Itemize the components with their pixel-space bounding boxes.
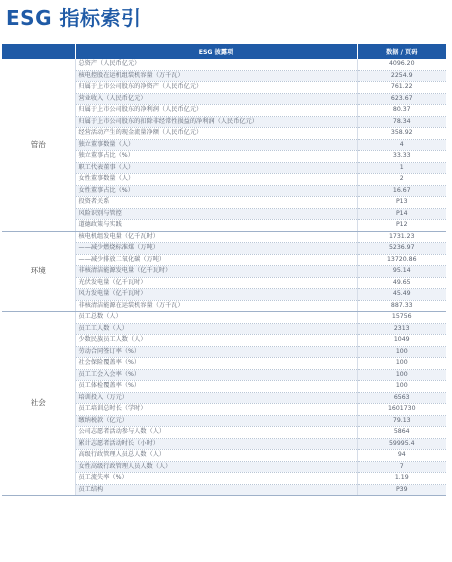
value-cell: 79.13 — [357, 415, 446, 427]
disclosure-item-cell: 缴纳税款（亿元） — [75, 415, 357, 427]
disclosure-item-cell: 女性董事占比（%） — [75, 185, 357, 197]
value-cell: 2 — [357, 174, 446, 186]
value-cell: 887.33 — [357, 300, 446, 312]
disclosure-item-cell: 独立董事数量（人） — [75, 139, 357, 151]
value-cell: 100 — [357, 346, 446, 358]
value-cell: 59995.4 — [357, 438, 446, 450]
esg-index-table — [2, 44, 446, 496]
value-cell: 623.67 — [357, 93, 446, 105]
disclosure-item-cell: ——减少排放二氧化碳（万吨） — [75, 254, 357, 266]
disclosure-item-cell: 投资者关系 — [75, 197, 357, 209]
value-cell: 358.92 — [357, 128, 446, 140]
disclosure-item-cell: ——减少燃烧标准煤（万吨） — [75, 243, 357, 255]
disclosure-item-cell: 女性董事数量（人） — [75, 174, 357, 186]
value-cell: 5236.97 — [357, 243, 446, 255]
value-cell: 16.67 — [357, 185, 446, 197]
value-cell: 13720.86 — [357, 254, 446, 266]
value-cell: 761.22 — [357, 82, 446, 94]
disclosure-item-cell: 归属于上市公司股东的净利润（人民币亿元） — [75, 105, 357, 117]
disclosure-item-cell: 员工流失率（%） — [75, 473, 357, 485]
disclosure-item-cell: 员工结构 — [75, 484, 357, 496]
value-cell: 6563 — [357, 392, 446, 404]
value-cell: 94 — [357, 450, 446, 462]
disclosure-item-cell: 员工体检覆盖率（%） — [75, 381, 357, 393]
disclosure-item-cell: 员工工人数（人） — [75, 323, 357, 335]
page-title: ESG 指标索引 — [6, 6, 142, 30]
value-cell: 95.14 — [357, 266, 446, 278]
value-cell: P39 — [357, 484, 446, 496]
value-cell: 15756 — [357, 312, 446, 324]
table-row — [2, 312, 446, 324]
header-category — [2, 44, 75, 59]
value-cell: 33.33 — [357, 151, 446, 163]
disclosure-item-cell: 公司志愿者活动参与人数（人） — [75, 427, 357, 439]
value-cell: P13 — [357, 197, 446, 209]
value-cell: 100 — [357, 369, 446, 381]
disclosure-item-cell: 非核清洁能源发电量（亿千瓦时） — [75, 266, 357, 278]
disclosure-item-cell: 归属于上市公司股东的净资产（人民币亿元） — [75, 82, 357, 94]
table-body — [2, 59, 446, 496]
disclosure-item-cell: 劳动合同签订率（%） — [75, 346, 357, 358]
value-cell: 5864 — [357, 427, 446, 439]
disclosure-item-cell: 累计志愿者活动时长（小时） — [75, 438, 357, 450]
header-disclosure-item: ESG 披露项 — [75, 44, 357, 59]
value-cell: 78.34 — [357, 116, 446, 128]
value-cell: P12 — [357, 220, 446, 232]
table-header-row — [2, 44, 446, 59]
disclosure-item-cell: 总资产（人民币亿元） — [75, 59, 357, 70]
disclosure-item-cell: 社会保险覆盖率（%） — [75, 358, 357, 370]
category-cell: 环境 — [2, 231, 75, 312]
value-cell: 45.49 — [357, 289, 446, 301]
table-row — [2, 59, 446, 70]
disclosure-item-cell: 道德政策与实践 — [75, 220, 357, 232]
category-cell: 社会 — [2, 312, 75, 496]
disclosure-item-cell: 风力发电量（亿千瓦时） — [75, 289, 357, 301]
disclosure-item-cell: 风险识别与管控 — [75, 208, 357, 220]
header-data-page: 数据 / 页码 — [357, 44, 446, 59]
disclosure-item-cell: 培训投入（万元） — [75, 392, 357, 404]
value-cell: 1.19 — [357, 473, 446, 485]
disclosure-item-cell: 职工代表董事（人） — [75, 162, 357, 174]
disclosure-item-cell: 女性高级行政管理人员人数（人） — [75, 461, 357, 473]
disclosure-item-cell: 少数民族员工人数（人） — [75, 335, 357, 347]
table-row — [2, 231, 446, 243]
value-cell: 2313 — [357, 323, 446, 335]
disclosure-item-cell: 核电控股在运机组装机容量（万千瓦） — [75, 70, 357, 82]
value-cell: P14 — [357, 208, 446, 220]
value-cell: 4096.20 — [357, 59, 446, 70]
disclosure-item-cell: 员工工会入会率（%） — [75, 369, 357, 381]
category-cell: 管治 — [2, 59, 75, 231]
value-cell: 4 — [357, 139, 446, 151]
disclosure-item-cell: 高级行政管理人员总人数（人） — [75, 450, 357, 462]
disclosure-item-cell: 经营活动产生的现金流量净额（人民币亿元） — [75, 128, 357, 140]
disclosure-item-cell: 营业收入（人民币亿元） — [75, 93, 357, 105]
value-cell: 1731.23 — [357, 231, 446, 243]
disclosure-item-cell: 员工培训总时长（学时） — [75, 404, 357, 416]
disclosure-item-cell: 非核清洁能源在运装机容量（万千瓦） — [75, 300, 357, 312]
value-cell: 100 — [357, 358, 446, 370]
disclosure-item-cell: 光伏发电量（亿千瓦时） — [75, 277, 357, 289]
disclosure-item-cell: 独立董事占比（%） — [75, 151, 357, 163]
value-cell: 49.65 — [357, 277, 446, 289]
disclosure-item-cell: 归属于上市公司股东的扣除非经常性损益的净利润（人民币亿元） — [75, 116, 357, 128]
value-cell: 1 — [357, 162, 446, 174]
value-cell: 80.37 — [357, 105, 446, 117]
value-cell: 2254.9 — [357, 70, 446, 82]
disclosure-item-cell: 员工总数（人） — [75, 312, 357, 324]
disclosure-item-cell: 核电机组发电量（亿千瓦时） — [75, 231, 357, 243]
value-cell: 7 — [357, 461, 446, 473]
value-cell: 100 — [357, 381, 446, 393]
value-cell: 1049 — [357, 335, 446, 347]
value-cell: 1601730 — [357, 404, 446, 416]
